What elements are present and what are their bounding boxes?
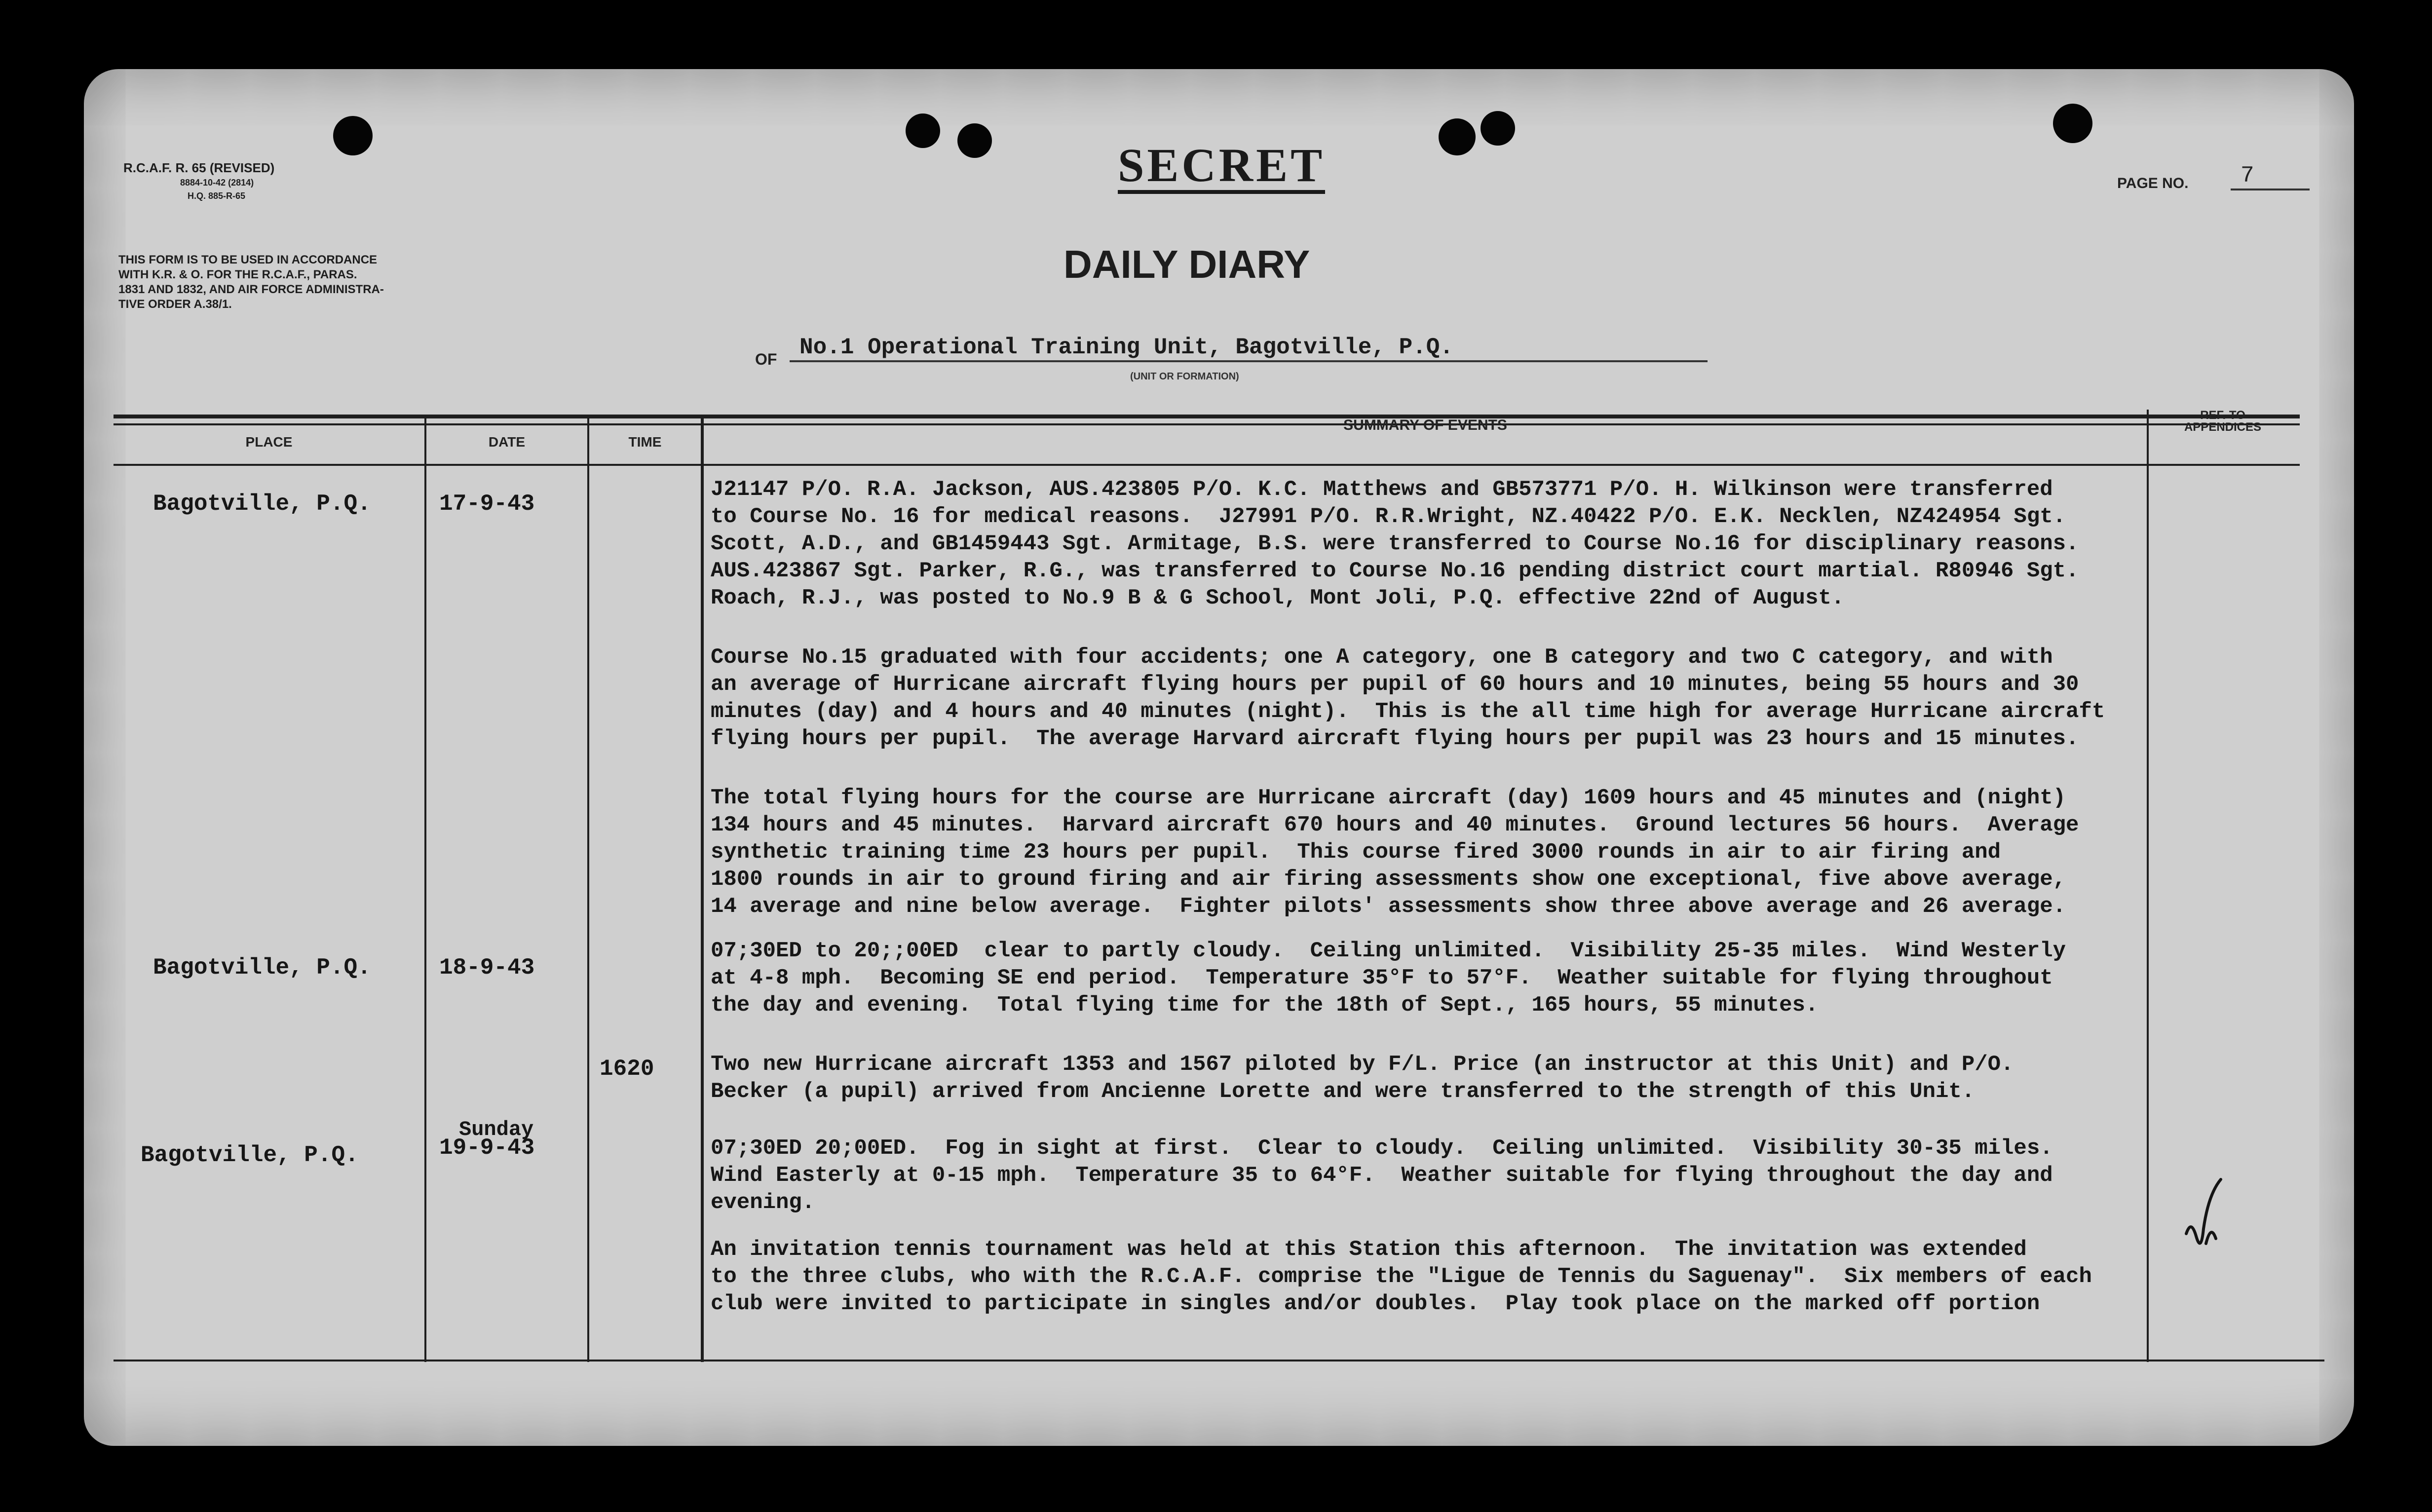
- column-header-ref: REF. TO APPENDICES: [2184, 409, 2262, 434]
- entry-paragraph: J21147 P/O. R.A. Jackson, AUS.423805 P/O. K.C. Matthews and GB573771 P/O. H. Wilkinson were transferred to Course No. 16 for medical reasons. J27991 P/O. R.R.Wright, NZ.40422 P/O. E.K. Necklen, NZ424954 Sgt. Scott, A.D., and GB1459443 Sgt. Armitage, B.S. were transferred to Course No.16 for disciplinary reasons. AUS.423867 Sgt. Parker, R.G., was transferred to Course No.16 pending district court martial. R80946 Sgt. Roach, R.J., was posted to No.9 B & G School, Mont Joli, P.Q. effective 22nd of August.: [711, 477, 2079, 610]
- instruction-line: 1831 AND 1832, AND AIR FORCE ADMINISTRA-: [118, 283, 384, 296]
- col-divider: [424, 415, 426, 1362]
- unit-caption: (UNIT OR FORMATION): [1130, 371, 1239, 382]
- header-bottom-rule: [114, 464, 2300, 466]
- classification-heading: SECRET: [1118, 141, 1325, 194]
- column-header-place: PLACE: [245, 434, 293, 450]
- entry-place: Bagotville, P.Q.: [153, 491, 371, 517]
- entry-paragraph: 07;30ED 20;00ED. Fog in sight at first. Clear to cloudy. Ceiling unlimited. Visibility 30-35 miles. Wind Easterly at 0-15 mph. Temperature 35 to 64°F. Weather suitable for flying throughout the day and evening.: [711, 1136, 2053, 1215]
- entry-paragraph: Course No.15 graduated with four accidents; one A category, one B category and two C category, and with an average of Hurricane aircraft flying hours per pupil of 60 hours and 10 minutes, being 55 hours and 30 minutes (day) and 4 hours and 40 minutes (night). This is the all time high for average Hurricane aircraft flying hours per pupil. The average Harvard aircraft flying hours per pupil was 23 hours and 15 minutes.: [711, 645, 2105, 751]
- column-header-summary: SUMMARY OF EVENTS: [1343, 417, 1507, 433]
- instruction-line: THIS FORM IS TO BE USED IN ACCORDANCE: [118, 253, 378, 266]
- entry-paragraph: Two new Hurricane aircraft 1353 and 1567 piloted by F/L. Price (an instructor at this Unit) and P/O. Becker (a pupil) arrived from Ancienne Lorette and were transferred to the strength of this Unit.: [711, 1052, 2014, 1104]
- entry-place: Bagotville, P.Q.: [153, 955, 371, 981]
- column-header-date: DATE: [488, 434, 526, 450]
- page-number-label: PAGE NO.: [2117, 175, 2189, 191]
- punch-hole: [1481, 111, 1515, 146]
- form-number: R.C.A.F. R. 65 (REVISED): [123, 160, 275, 175]
- entry-paragraph: The total flying hours for the course are Hurricane aircraft (day) 1609 hours and 45 minutes and (night) 134 hours and 45 minutes. Harvard aircraft 670 hours and 40 minutes. Ground lectures 56 hours. Average synthetic training time 23 hours per pupil. This course fired 3000 rounds in air to air firing and 1800 rounds in air to ground firing and air firing assessments show one exceptional, five above average, 14 average and nine below average. Fighter pilots' assessments show three above average and 26 average.: [711, 786, 2079, 919]
- handwritten-initials: [2181, 1174, 2226, 1263]
- of-label: OF: [755, 350, 777, 368]
- form-code: 8884-10-42 (2814): [180, 178, 254, 188]
- entry-place: Bagotville, P.Q.: [141, 1142, 359, 1168]
- column-header-time: TIME: [628, 434, 662, 450]
- page-number: 7: [2231, 163, 2310, 190]
- instruction-line: WITH K.R. & O. FOR THE R.C.A.F., PARAS.: [118, 268, 357, 281]
- punch-hole: [1439, 118, 1476, 155]
- entry-paragraph: An invitation tennis tournament was held at this Station this afternoon. The invitation was extended to the three clubs, who with the R.C.A.F. comprise the "Ligue de Tennis du Saguenay". Six members of each club were invited to participate in singles and/or doubles. Play took place on the marked off portion: [711, 1237, 2092, 1316]
- col-divider: [587, 415, 589, 1362]
- entry-date: 19-9-43: [439, 1135, 535, 1161]
- table-bottom-rule: [114, 1360, 2324, 1361]
- punch-hole: [333, 116, 373, 155]
- entry-day: Sunday: [459, 1118, 534, 1141]
- punch-hole: [957, 123, 992, 158]
- entry-paragraph: 07;30ED to 20;;00ED clear to partly cloudy. Ceiling unlimited. Visibility 25-35 miles. Wind Westerly at 4-8 mph. Becoming SE end period. Temperature 35°F to 57°F. Weather suitable for flying throughout the day and evening. Total flying time for the 18th of Sept., 165 hours, 55 minutes.: [711, 939, 2066, 1018]
- unit-name: No.1 Operational Training Unit, Bagotville, P.Q.: [790, 335, 1708, 362]
- entry-date: 18-9-43: [439, 955, 535, 981]
- page-title: DAILY DIARY: [1064, 242, 1310, 286]
- punch-hole: [2053, 104, 2092, 143]
- entry-time: 1620: [600, 1056, 654, 1082]
- punch-hole: [906, 113, 940, 148]
- diary-form: [84, 69, 2354, 1446]
- entry-date: 17-9-43: [439, 491, 535, 517]
- form-hq: H.Q. 885-R-65: [188, 191, 246, 201]
- instruction-line: TIVE ORDER A.38/1.: [118, 298, 232, 311]
- col-divider: [701, 415, 704, 1362]
- form-instructions: [118, 253, 384, 312]
